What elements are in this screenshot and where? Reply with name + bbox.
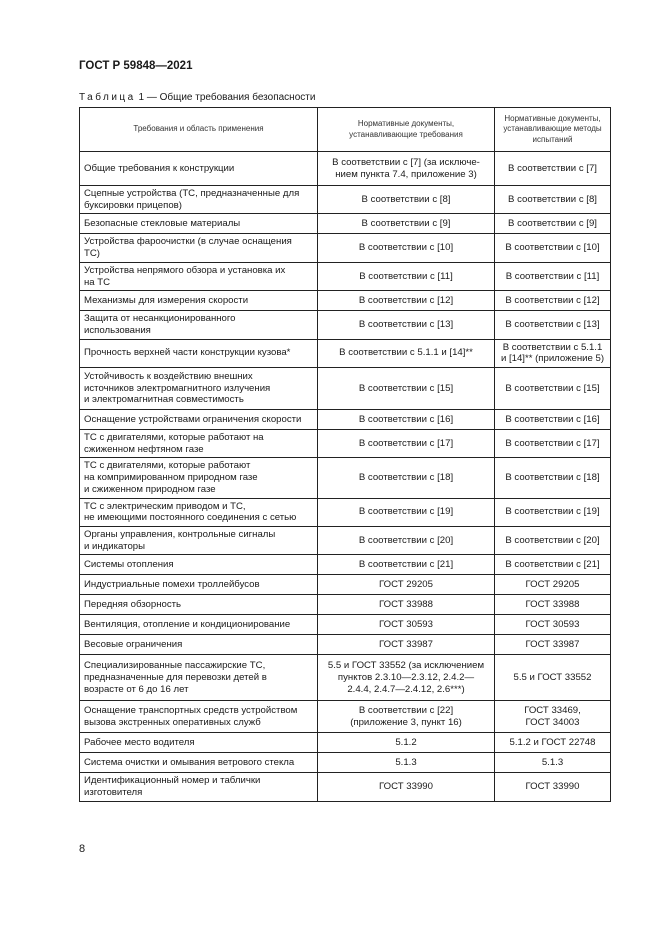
requirement-cell: Сцепные устройства (ТС, предназначенные для буксировки прицепов) [80, 186, 318, 214]
requirement-cell: Общие требования к конструкции [80, 152, 318, 186]
normative-doc-cell: В соответствии с [13] [318, 311, 495, 339]
table-row [80, 339, 611, 367]
test-method-cell: ГОСТ 29205 [495, 575, 611, 595]
requirement-cell: Устойчивость к воздействию внешних источников электромагнитного излучения и электромагнитная совместимость [80, 368, 318, 410]
test-method-cell: В соответствии с [9] [495, 214, 611, 234]
normative-doc-cell: В соответствии с [7] (за исключе- нием пункта 7.4, приложение 3) [318, 152, 495, 186]
test-method-cell: В соответствии с [8] [495, 186, 611, 214]
table-row [80, 311, 611, 339]
test-method-cell: В соответствии с 5.1.1 и [14]** (приложение 5) [495, 339, 611, 367]
table-row [80, 498, 611, 526]
normative-doc-cell: В соответствии с [18] [318, 458, 495, 498]
test-method-cell: В соответствии с [15] [495, 368, 611, 410]
requirement-cell: ТС с двигателями, которые работают на сжиженном нефтяном газе [80, 430, 318, 458]
test-method-cell: ГОСТ 33987 [495, 635, 611, 655]
normative-doc-cell: 5.1.2 [318, 733, 495, 753]
normative-doc-cell: ГОСТ 33988 [318, 595, 495, 615]
requirements-table [79, 107, 611, 802]
table-row [80, 635, 611, 655]
test-method-cell: В соответствии с [21] [495, 555, 611, 575]
requirement-cell: ТС с электрическим приводом и ТС, не имеющими постоянного соединения с сетью [80, 498, 318, 526]
normative-doc-cell: В соответствии с [10] [318, 234, 495, 262]
table-row [80, 410, 611, 430]
test-method-cell: В соответствии с [18] [495, 458, 611, 498]
requirement-cell: Рабочее место водителя [80, 733, 318, 753]
table-row [80, 733, 611, 753]
test-method-cell: В соответствии с [12] [495, 291, 611, 311]
table-row [80, 595, 611, 615]
table-row [80, 655, 611, 701]
normative-doc-cell: В соответствии с [16] [318, 410, 495, 430]
table-caption-label: Таблица [79, 92, 136, 103]
requirement-cell: Передняя обзорность [80, 595, 318, 615]
table-row [80, 152, 611, 186]
requirement-cell: Устройства непрямого обзора и установка их на ТС [80, 262, 318, 290]
header-requirements: Требования и область применения [80, 108, 318, 152]
requirement-cell: Прочность верхней части конструкции кузова* [80, 339, 318, 367]
test-method-cell: В соответствии с [11] [495, 262, 611, 290]
requirement-cell: Система очистки и омывания ветрового стекла [80, 753, 318, 773]
requirement-cell: Устройства фароочистки (в случае оснащения ТС) [80, 234, 318, 262]
normative-doc-cell: ГОСТ 29205 [318, 575, 495, 595]
normative-doc-cell: В соответствии с [20] [318, 526, 495, 554]
normative-doc-cell: В соответствии с [8] [318, 186, 495, 214]
test-method-cell: В соответствии с [7] [495, 152, 611, 186]
table-row [80, 701, 611, 733]
test-method-cell: ГОСТ 33988 [495, 595, 611, 615]
requirement-cell: Системы отопления [80, 555, 318, 575]
page-number: 8 [79, 843, 86, 855]
table-row [80, 368, 611, 410]
requirement-cell: Безопасные стекловые материалы [80, 214, 318, 234]
test-method-cell: 5.1.2 и ГОСТ 22748 [495, 733, 611, 753]
requirement-cell: Индустриальные помехи троллейбусов [80, 575, 318, 595]
normative-doc-cell: В соответствии с [17] [318, 430, 495, 458]
test-method-cell: В соответствии с [16] [495, 410, 611, 430]
table-row [80, 526, 611, 554]
requirement-cell: Органы управления, контрольные сигналы и индикаторы [80, 526, 318, 554]
document-header: ГОСТ Р 59848—2021 [79, 60, 193, 72]
table-row [80, 773, 611, 801]
requirement-cell: ТС с двигателями, которые работают на компримированном природном газе и сжиженном природном газе [80, 458, 318, 498]
normative-doc-cell: 5.5 и ГОСТ 33552 (за исключением пунктов 2.3.10—2.3.12, 2.4.2— 2.4.4, 2.4.7—2.4.12, 2.6***) [318, 655, 495, 701]
requirement-cell: Оснащение транспортных средств устройством вызова экстренных оперативных служб [80, 701, 318, 733]
normative-doc-cell: ГОСТ 33990 [318, 773, 495, 801]
test-method-cell: В соответствии с [17] [495, 430, 611, 458]
normative-doc-cell: В соответствии с [11] [318, 262, 495, 290]
requirement-cell: Защита от несанкционированного использования [80, 311, 318, 339]
table-row [80, 186, 611, 214]
normative-doc-cell: ГОСТ 33987 [318, 635, 495, 655]
test-method-cell: В соответствии с [20] [495, 526, 611, 554]
normative-doc-cell: ГОСТ 30593 [318, 615, 495, 635]
requirement-cell: Весовые ограничения [80, 635, 318, 655]
table-row [80, 458, 611, 498]
table-body [80, 152, 611, 802]
normative-doc-cell: В соответствии с [15] [318, 368, 495, 410]
table-header-row [80, 108, 611, 152]
table-row [80, 234, 611, 262]
test-method-cell: ГОСТ 33469, ГОСТ 34003 [495, 701, 611, 733]
normative-doc-cell: В соответствии с [19] [318, 498, 495, 526]
requirement-cell: Механизмы для измерения скорости [80, 291, 318, 311]
table-row [80, 214, 611, 234]
normative-doc-cell: В соответствии с [22] (приложение 3, пункт 16) [318, 701, 495, 733]
header-normative-test-methods: Нормативные документы, устанавливающие методы испытаний [495, 108, 611, 152]
test-method-cell: 5.5 и ГОСТ 33552 [495, 655, 611, 701]
table-row [80, 430, 611, 458]
table-row [80, 575, 611, 595]
table-row [80, 555, 611, 575]
table-row [80, 291, 611, 311]
test-method-cell: В соответствии с [13] [495, 311, 611, 339]
requirement-cell: Идентификационный номер и таблички изготовителя [80, 773, 318, 801]
normative-doc-cell: В соответствии с [21] [318, 555, 495, 575]
test-method-cell: В соответствии с [19] [495, 498, 611, 526]
normative-doc-cell: В соответствии с 5.1.1 и [14]** [318, 339, 495, 367]
table-caption-text: 1 — Общие требования безопасности [135, 92, 316, 103]
normative-doc-cell: В соответствии с [9] [318, 214, 495, 234]
header-normative-requirements: Нормативные документы, устанавливающие требования [318, 108, 495, 152]
test-method-cell: ГОСТ 33990 [495, 773, 611, 801]
requirement-cell: Вентиляция, отопление и кондиционирование [80, 615, 318, 635]
test-method-cell: 5.1.3 [495, 753, 611, 773]
requirement-cell: Специализированные пассажирские ТС, предназначенные для перевозки детей в возрасте от 6 до 16 лет [80, 655, 318, 701]
table-row [80, 262, 611, 290]
test-method-cell: В соответствии с [10] [495, 234, 611, 262]
requirement-cell: Оснащение устройствами ограничения скорости [80, 410, 318, 430]
test-method-cell: ГОСТ 30593 [495, 615, 611, 635]
table-row [80, 615, 611, 635]
normative-doc-cell: 5.1.3 [318, 753, 495, 773]
table-row [80, 753, 611, 773]
table-caption [79, 92, 315, 103]
normative-doc-cell: В соответствии с [12] [318, 291, 495, 311]
